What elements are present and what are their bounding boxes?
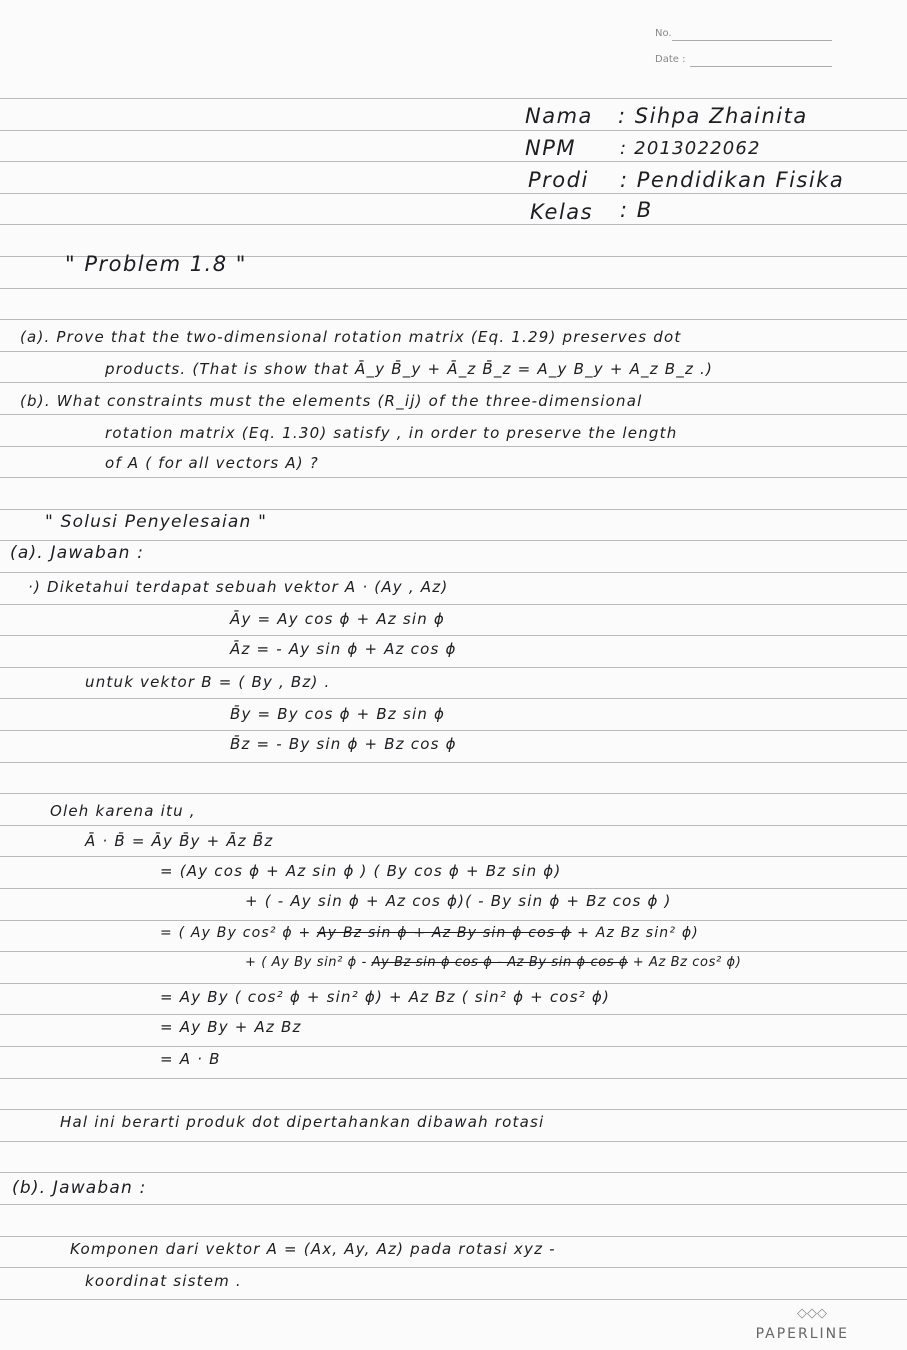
ruled-line: [0, 698, 907, 699]
derivation-step7: = Ay By + Az Bz: [160, 1018, 302, 1036]
prodi-label: Prodi: [528, 168, 589, 192]
ruled-line: [0, 414, 907, 415]
step5-end: + Az Bz cos² ϕ): [628, 955, 742, 970]
problem-title: " Problem 1.8 ": [65, 252, 247, 276]
nama-label: Nama: [525, 104, 593, 128]
ruled-line: [0, 667, 907, 668]
brand-name: PAPERLINE: [755, 1326, 849, 1342]
ruled-line: [0, 351, 907, 352]
derivation-step2: = (Ay cos ϕ + Az sin ϕ ) ( By cos ϕ + Bz sin ϕ): [160, 862, 562, 880]
answer-b-label: (b). Jawaban :: [12, 1178, 147, 1198]
kelas-value: : B: [620, 198, 653, 222]
prodi-value: : Pendidikan Fisika: [620, 168, 845, 192]
ruled-line: [0, 509, 907, 510]
ruled-line: [0, 540, 907, 541]
ruled-line: [0, 319, 907, 320]
ruled-line: [0, 1299, 907, 1300]
ruled-line: [0, 1204, 907, 1205]
ruled-line: [0, 1236, 907, 1237]
ruled-line: [0, 1109, 907, 1110]
derivation-step3: + ( - Ay sin ϕ + Az cos ϕ)( - By sin ϕ + Bz cos ϕ ): [245, 892, 672, 910]
ruled-line: [0, 604, 907, 605]
derivation-step5: [245, 955, 741, 970]
ruled-line: [0, 793, 907, 794]
question-a-line2: products. (That is show that Ā_y B̄_y + Ā_z B̄_z = A_y B_y + A_z B_z .): [105, 360, 714, 378]
given-line: ·) Diketahui terdapat sebuah vektor A · (Ay , Az): [28, 578, 449, 596]
ruled-line: [0, 1014, 907, 1015]
vector-b-line: untuk vektor B = ( By , Bz) .: [85, 673, 331, 691]
ruled-line: [0, 477, 907, 478]
ruled-line: [0, 635, 907, 636]
paperline-logo-icon: ◇◇◇: [797, 1306, 827, 1321]
step4-start: = ( Ay By cos² ϕ +: [160, 925, 318, 941]
kelas-label: Kelas: [530, 200, 594, 224]
ruled-line: [0, 730, 907, 731]
date-label: Date :: [655, 54, 686, 65]
ruled-line: [0, 1267, 907, 1268]
ruled-line: [0, 1172, 907, 1173]
step5-crossed-terms: Ay Bz sin ϕ cos ϕ - Az By sin ϕ cos ϕ: [371, 955, 629, 970]
answer-b-line1: Komponen dari vektor A = (Ax, Ay, Az) pada rotasi xyz -: [70, 1240, 556, 1258]
question-b-line1: (b). What constraints must the elements (R_ij) of the three-dimensional: [20, 392, 643, 410]
ruled-line: [0, 224, 907, 225]
date-line: [690, 66, 832, 67]
ruled-line: [0, 762, 907, 763]
question-b-line2: rotation matrix (Eq. 1.30) satisfy , in order to preserve the length: [105, 424, 678, 442]
ruled-line: [0, 572, 907, 573]
bz-bar-eq: B̄z = - By sin ϕ + Bz cos ϕ: [230, 735, 457, 753]
answer-a-label: (a). Jawaban :: [10, 543, 145, 563]
derivation-step4: [160, 925, 699, 941]
oleh-karena-itu: Oleh karena itu ,: [50, 802, 196, 820]
npm-label: NPM: [525, 136, 576, 160]
step4-crossed-terms: Ay Bz sin ϕ + Az By sin ϕ cos ϕ: [317, 925, 572, 941]
question-b-line3: of A ( for all vectors A) ?: [105, 454, 319, 472]
ruled-line: [0, 1046, 907, 1047]
question-a-line1: (a). Prove that the two-dimensional rotation matrix (Eq. 1.29) preserves dot: [20, 328, 682, 346]
ruled-line: [0, 130, 907, 131]
answer-b-line2: koordinat sistem .: [85, 1272, 242, 1290]
ruled-line: [0, 193, 907, 194]
ruled-line: [0, 1078, 907, 1079]
nama-value: : Sihpa Zhainita: [618, 104, 808, 128]
derivation-step1: Ā · B̄ = Āy B̄y + Āz B̄z: [85, 832, 274, 850]
ruled-line: [0, 161, 907, 162]
npm-value: : 2013022062: [620, 138, 761, 159]
step4-end: + Az Bz sin² ϕ): [571, 925, 699, 941]
ruled-line: [0, 98, 907, 99]
derivation-step8: = A · B: [160, 1050, 221, 1068]
az-bar-eq: Āz = - Ay sin ϕ + Az cos ϕ: [230, 640, 457, 658]
ruled-line: [0, 1141, 907, 1142]
ruled-line: [0, 825, 907, 826]
solution-title: " Solusi Penyelesaian ": [45, 512, 268, 532]
no-line: [672, 40, 832, 41]
no-label: No.: [655, 28, 672, 39]
ruled-line: [0, 920, 907, 921]
ruled-line: [0, 446, 907, 447]
conclusion-a: Hal ini berarti produk dot dipertahankan dibawah rotasi: [60, 1113, 545, 1131]
ruled-line: [0, 382, 907, 383]
ruled-line: [0, 856, 907, 857]
step5-start: + ( Ay By sin² ϕ -: [245, 955, 372, 970]
derivation-step6: = Ay By ( cos² ϕ + sin² ϕ) + Az Bz ( sin² ϕ + cos² ϕ): [160, 988, 611, 1006]
by-bar-eq: B̄y = By cos ϕ + Bz sin ϕ: [230, 705, 446, 723]
ruled-line: [0, 983, 907, 984]
ay-bar-eq: Āy = Ay cos ϕ + Az sin ϕ: [230, 610, 446, 628]
ruled-line: [0, 288, 907, 289]
ruled-line: [0, 888, 907, 889]
ruled-line: [0, 951, 907, 952]
